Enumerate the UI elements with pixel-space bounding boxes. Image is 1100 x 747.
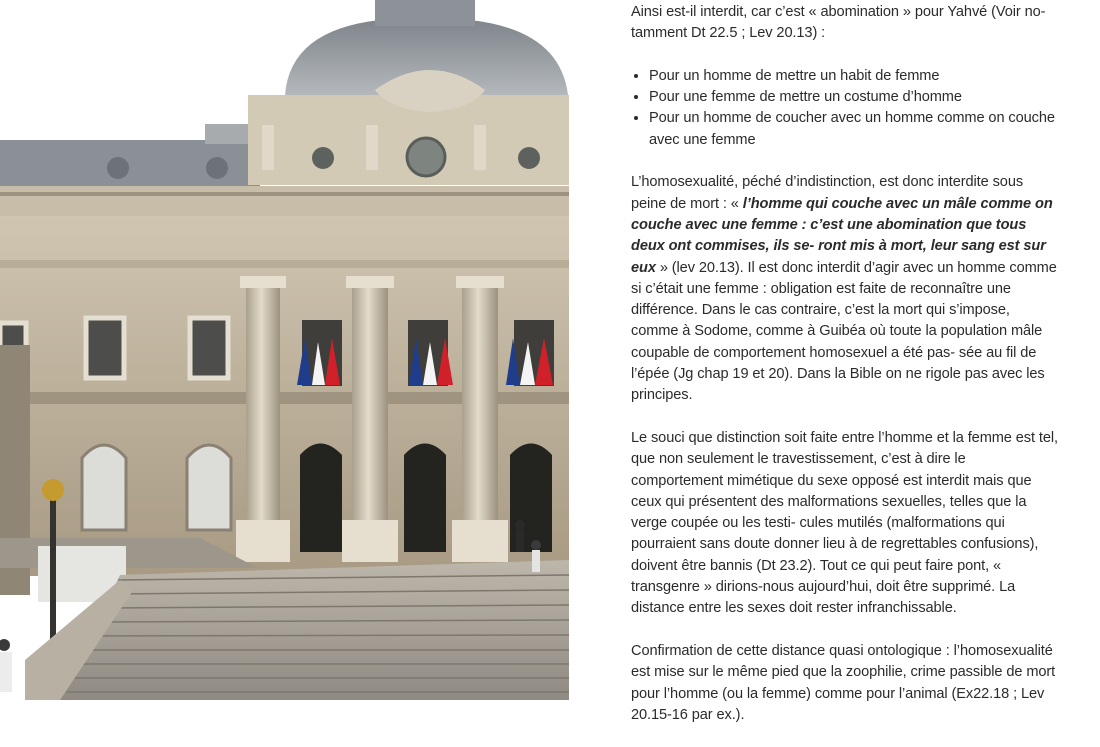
paragraph-confirmation: Confirmation de cette distance quasi ontologique : l’homosexualité est mise sur le même pied que la zoophilie, crime passible de mort pour l’homme (ou la femme) comme pour l’animal (Ex22.18 ; Lev 20.15-16 par ex.). <box>631 642 1056 723</box>
paragraph-distinction: Le souci que distinction soit faite entre l’homme et la femme est tel, que non seulement le travestissement, c’est à dire le comportement mimétique du sexe opposé est interdit mais que ceux qui présentent des malformations sexuelles, telles que la verge coupée ou les testi- cules mutilés (malformations qui pourraient sans doute donner lieu à de regrettables confusions), doivent être bannis (Dt 23.2). Tout ce qui peut faire pont, « transgenre » dirions-nous aujourd’hui, doit être supprimé. La distance entre les sexes doit rester infranchissable. <box>631 429 1058 617</box>
paragraph-intro: Ainsi est-il interdit, car c’est « abomination » pour Yahvé (Voir no- tamment Dt 22.5 ; Lev 20.13) : <box>631 4 1046 42</box>
bible-quote: l’homme qui couche avec un mâle comme on couche avec une femme : c’est une abomination que tous deux ont commises, ils se- ront mis à mort, leur sang est sur eux <box>631 195 1053 276</box>
paragraph-leviticus <box>631 172 1061 406</box>
list-item: • Pour un homme de coucher avec un homme comme on couche avec une femme <box>649 108 1061 151</box>
building-photo <box>0 0 569 700</box>
list-item: • Pour une femme de mettre un costume d’homme <box>649 87 1061 108</box>
palais-de-justice-illustration <box>0 0 569 700</box>
article-text <box>631 2 1061 747</box>
list-item: • Pour un homme de mettre un habit de femme <box>649 66 1061 87</box>
paragraph-leviticus-rest: » (lev 20.13). Il est donc interdit d’agir avec un homme comme si c’était une femme : obligation est faite de reconnaître une différence. Dans le cas contraire, c’est la mort qui s’impose, comme à Sodome, comme à Guibéa où toute la population mâle coupable de comportement homosexuel a été pas- sée au fil de l’épée (Jg chap 19 et 20). Dans la Bible on ne rigole pas avec les principes. <box>631 259 1057 404</box>
prohibition-list <box>631 66 1061 151</box>
paragraph-leviticus-lead: L’homosexualité, péché d’indistinction, est donc interdite sous peine de mort : « <box>631 174 1024 212</box>
